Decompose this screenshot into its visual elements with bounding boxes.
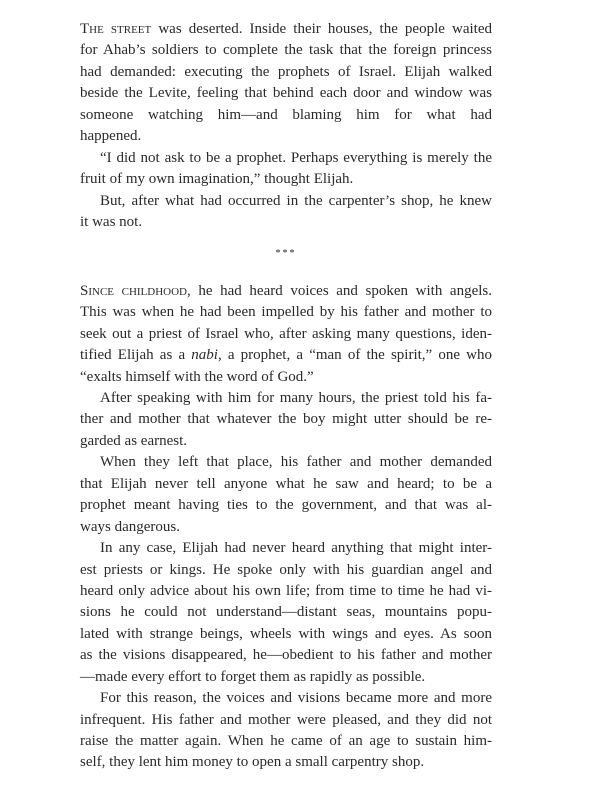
- text-line: [80, 40, 492, 61]
- text-line: [80, 324, 492, 345]
- text-segment: tified Elijah as a: [80, 347, 192, 364]
- text-segment: —made every effort to forget them as rapidly as possible.: [80, 668, 426, 685]
- text-line: [80, 281, 492, 302]
- text-segment: est priests or kings. He spoke only with his guardian angel and: [80, 561, 492, 578]
- paragraph: [80, 538, 492, 688]
- text-segment: This was when he had been impelled by his father and mother to: [80, 304, 492, 321]
- text-segment: infrequent. His father and mother were pleased, and they did not: [80, 711, 492, 728]
- text-line: [80, 495, 492, 516]
- text-segment: raise the matter again. When he came of an age to sustain him-: [80, 733, 492, 749]
- text-line: [80, 431, 492, 452]
- paragraph: [80, 281, 492, 388]
- text-line: [80, 452, 492, 473]
- text-segment: heard only advice about his own life; from time to time he had vi-: [80, 582, 492, 599]
- text-segment: fruit of my own imagination,” thought Elijah.: [80, 171, 354, 188]
- text-segment: But, after what had occurred in the carpenter’s shop, he knew: [100, 192, 492, 209]
- small-caps-lead: The street: [80, 21, 152, 37]
- text-segment: “exalts himself with the word of God.”: [80, 368, 314, 385]
- text-segment: In any case, Elijah had never heard anything that might inter-: [100, 540, 492, 557]
- text-segment: beside the Levite, feeling that behind each door and window was: [80, 85, 492, 102]
- text-line: [80, 688, 492, 709]
- text-segment: it was not.: [80, 213, 143, 230]
- text-line: [80, 62, 492, 83]
- text-line: [80, 388, 492, 409]
- text-segment: After speaking with him for many hours, the priest told his fa-: [100, 390, 492, 406]
- text-line: [80, 624, 492, 645]
- text-segment: happened.: [80, 128, 142, 145]
- text-line: [80, 83, 492, 104]
- text-segment: ther and mother that whatever the boy might utter should be re-: [80, 411, 492, 428]
- text-line: [80, 667, 492, 688]
- text-segment: lated with strange beings, wheels with wings and eyes. As soon: [80, 625, 492, 642]
- text-line: [80, 169, 492, 190]
- small-caps-lead: Since childhood: [80, 282, 188, 299]
- text-segment: “I did not ask to be a prophet. Perhaps everything is merely the: [100, 149, 492, 166]
- text-line: [80, 302, 492, 323]
- text-line: [80, 345, 492, 366]
- text-line: [80, 474, 492, 495]
- text-segment: For this reason, the voices and visions became more and more: [100, 690, 492, 707]
- text-segment: was deserted. Inside their houses, the people waited: [151, 21, 492, 37]
- italic-text: nabi: [191, 347, 218, 364]
- text-segment: that Elijah never tell anyone what he saw and heard; to be a: [80, 475, 492, 492]
- text-line: [80, 710, 492, 731]
- text-segment: ways dangerous.: [80, 518, 180, 535]
- text-line: [80, 752, 492, 773]
- section-separator: ***: [275, 248, 297, 260]
- text-line: [80, 126, 492, 147]
- text-segment: sions he could not understand—distant seas, mountains popu-: [80, 604, 492, 621]
- text-line: [80, 602, 492, 623]
- text-segment: , a prophet, a “man of the spirit,” one who: [217, 347, 493, 364]
- text-segment: seek out a priest of Israel who, after asking many questions, iden-: [80, 325, 492, 342]
- paragraph: [80, 191, 492, 234]
- text-line: [80, 367, 492, 388]
- text-segment: prophet meant having ties to the government, and that was al-: [80, 497, 492, 514]
- text-segment: self, they lent him money to open a small carpentry shop.: [80, 754, 425, 771]
- text-line: [80, 731, 492, 752]
- text-line: [80, 645, 492, 666]
- text-line: [80, 148, 492, 169]
- text-segment: for Ahab’s soldiers to complete the task that the foreign princess: [80, 42, 492, 59]
- text-line: [80, 19, 492, 40]
- book-page-text: [80, 19, 492, 774]
- text-line: [80, 560, 492, 581]
- text-line: [80, 409, 492, 430]
- text-line: [80, 538, 492, 559]
- text-line: [80, 581, 492, 602]
- text-segment: garded as earnest.: [80, 432, 188, 449]
- text-segment: , he had heard voices and spoken with angels.: [187, 282, 493, 299]
- text-segment: When they left that place, his father and mother demanded: [100, 454, 492, 471]
- text-segment: someone watching him—and blaming him for what had: [80, 106, 492, 123]
- text-segment: as the visions disappeared, he—obedient to his father and mother: [80, 647, 492, 664]
- text-line: [80, 191, 492, 212]
- text-segment: had demanded: executing the prophets of Israel. Elijah walked: [80, 63, 492, 80]
- paragraph: [80, 452, 492, 538]
- text-line: [80, 212, 492, 233]
- text-line: [80, 517, 492, 538]
- paragraph: [80, 148, 492, 191]
- paragraph: [80, 19, 492, 148]
- paragraph: [80, 688, 492, 774]
- paragraph: [80, 388, 492, 452]
- text-line: [80, 105, 492, 126]
